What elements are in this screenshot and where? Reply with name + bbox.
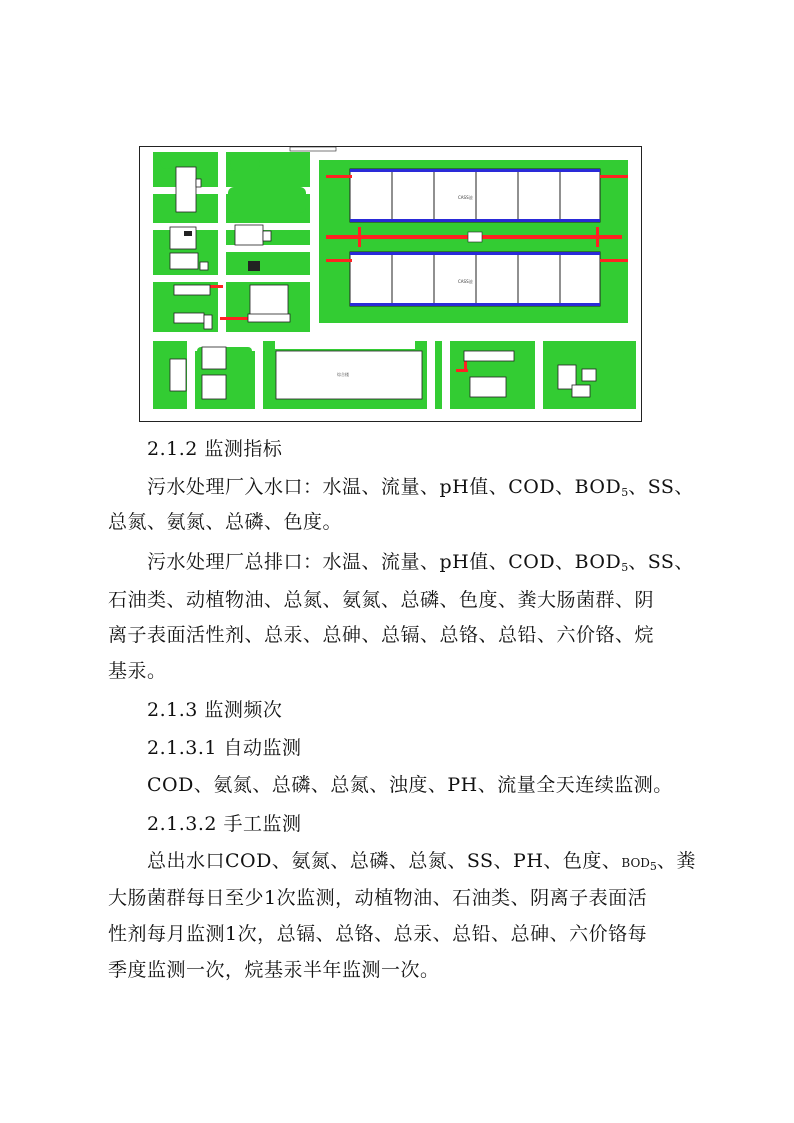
- outlet-subscript: 5: [621, 561, 629, 574]
- heading-2-1-3: 2.1.3 监测频次: [147, 699, 283, 721]
- heading-2-1-3-2: 2.1.3.2 手工监测: [147, 813, 302, 835]
- manual-line-3: 性剂每月监测1次，总镉、总铬、总汞、总铅、总砷、六价铬每: [108, 923, 648, 945]
- outlet-line-2: 石油类、动植物油、总氮、氨氮、总磷、色度、粪大肠菌群、阴: [108, 589, 655, 611]
- manual-line-1-tail: 、粪: [656, 850, 696, 872]
- inlet-subscript: 5: [621, 486, 629, 499]
- manual-subscript: 5: [649, 860, 657, 873]
- plant-layout-svg: [140, 147, 641, 421]
- cass-label-lower: CASS池: [458, 279, 473, 284]
- inlet-line-1-text: 污水处理厂入水口：水温、流量、pH值、COD、BOD: [147, 476, 622, 498]
- manual-line-4: 季度监测一次，烷基汞半年监测一次。: [108, 959, 440, 981]
- outlet-line-1: [147, 545, 737, 585]
- outlet-line-1-tail: 、SS、: [628, 551, 694, 573]
- cass-label-upper: CASS池: [458, 195, 473, 200]
- inlet-line-1: [147, 470, 737, 510]
- cass-tanks-upper: [350, 169, 600, 222]
- manual-line-2: 大肠菌群每日至少1次监测，动植物油、石油类、阴离子表面活: [108, 887, 648, 909]
- cass-tanks-lower: [350, 252, 600, 306]
- inlet-line-2: 总氮、氨氮、总磷、色度。: [108, 511, 343, 533]
- heading-2-1-2: 2.1.2 监测指标: [147, 438, 283, 460]
- manual-line-1: [147, 844, 737, 884]
- manual-line-1-text: 总出水口COD、氨氮、总磷、总氮、SS、PH、色度、: [147, 850, 622, 872]
- manual-bod-small: BOD: [621, 856, 650, 870]
- auto-monitoring-text: COD、氨氮、总磷、总氮、浊度、PH、流量全天连续监测。: [147, 774, 673, 796]
- heading-2-1-3-1: 2.1.3.1 自动监测: [147, 737, 302, 759]
- equipment-block: [248, 261, 260, 271]
- main-building-label: 综合楼: [337, 372, 349, 377]
- plant-layout-figure: [139, 146, 642, 422]
- main-gate: [290, 147, 336, 151]
- outlet-line-1-text: 污水处理厂总排口：水温、流量、pH值、COD、BOD: [147, 551, 622, 573]
- outlet-line-3: 离子表面活性剂、总汞、总砷、总镉、总铬、总铅、六价铬、烷: [108, 624, 655, 646]
- inlet-line-1-tail: 、SS、: [628, 476, 694, 498]
- outlet-line-4: 基汞。: [108, 660, 167, 682]
